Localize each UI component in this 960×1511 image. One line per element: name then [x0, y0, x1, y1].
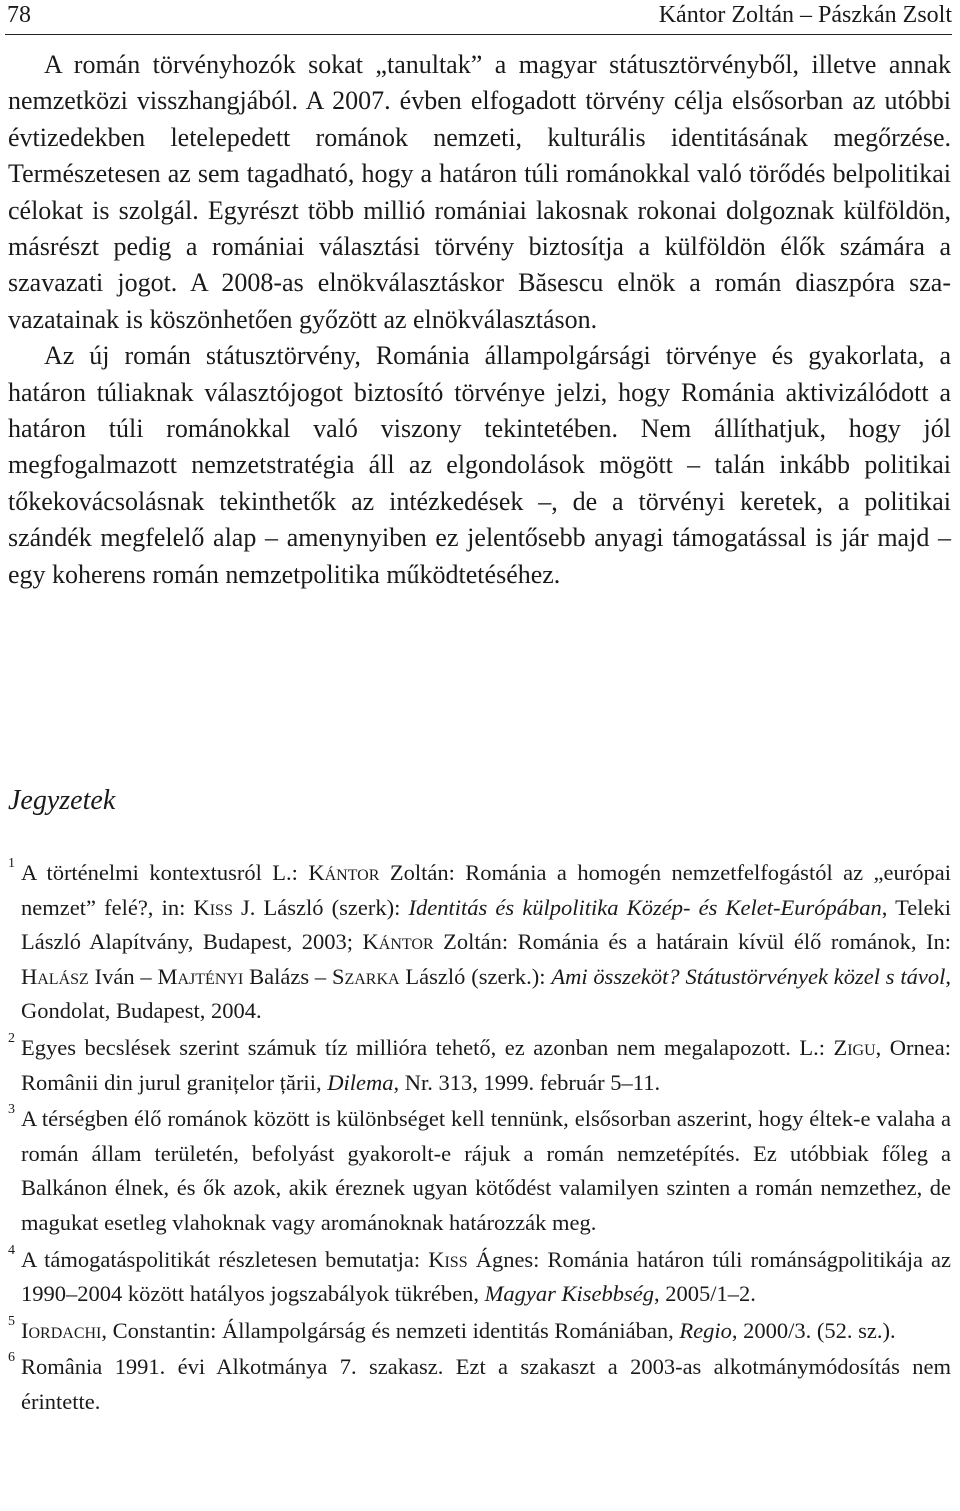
- paragraph-1: A román törvényhozók sokat „tanultak” a magyar státusztörvényből, illetve annak nemzetközi visszhangjából. A 2007. évben elfogadott törvény célja elsősorban az utóbbi évtizedekben letelepedett románok nemzeti, kulturális identitásának megőrzése. Természetesen az sem tagadható, hogy a határon túli románokkal való törődés belpolitikai célokat is szolgál. Egyrészt több millió romániai lakosnak rokonai dolgoznak külföldön, másrészt pedig a romániai választási törvény biztosítja a külföldön élők számára a szavazati jogot. A 2008-as elnökválasztáskor Băsescu elnök a román diaszpóra szavazatainak is köszönhetően győzött az elnökválasztáson.: [8, 50, 951, 334]
- footnote-number: 4: [8, 1242, 15, 1258]
- footnote-3: 3 A térségben élő románok között is különbséget kell tennünk, elsősorban aszerint, hogy éltek-e valaha a román állam területén, befolyást gyakorolt-e rájuk a román nemzetépítés. Ez utóbbiak főleg a Balkánon élnek, és ők azok, akik éreznek ugyan kötődést valamilyen szinten a román nemzethez, de magukat esetleg vlahoknak vagy arománoknak határozzák meg.: [8, 1102, 951, 1235]
- footnote-1: 1 A történelmi kontextusról L.: Kántor Zoltán: Románia a homogén nemzetfelfogástól az „európai nemzet” felé?, in: Kiss J. László (szerk): Identitás és külpolitika Közép- és Kelet-Európában, Teleki László Alapítvány, Budapest, 2003; Kántor Zoltán: Románia és a határain kívül élő románok, In: Halász Iván – Majtényi Balázs – Szarka László (szerk.): Ami összeköt? Státustörvények közel s távol, Gondolat, Budapest, 2004.: [8, 856, 951, 1024]
- notes-list: [8, 856, 951, 1420]
- footnote-6: 6 România 1991. évi Alkotmánya 7. szakasz. Ezt a szakaszt a 2003-as alkotmánymódosítás nem érintette.: [8, 1350, 951, 1414]
- running-header: [5, 0, 952, 35]
- page-number: 78: [7, 2, 31, 28]
- footnote-2: 2 Egyes becslések szerint számuk tíz millióra tehető, ez azonban nem megalapozott. L.: Zigu, Ornea: Românii din jurul granițelor țării, Dilema, Nr. 313, 1999. február 5–11.: [8, 1030, 952, 1095]
- paragraph-2: Az új román státusztörvény, Románia állampolgársági törvénye és gyakorlata, a határon túliaknak választójogot biztosító törvénye jelzi, hogy Románia aktivizálódott a határon túli románokkal való viszony tekintetében. Nem állíthatjuk, hogy jól megfogalmazott nemzetstratégia áll az elgondolások mögött – talán inkább politikai tőkekovácsolásnak tekinthetők az intézkedések –, de a törvényi keretek, a politikai szándék megfelelő alap – amenynyiben ez jelentősebb anyagi támogatással is jár majd – egy koherens román nemzetpolitika működtetéséhez.: [8, 341, 951, 589]
- footnote-number: 1: [8, 856, 15, 871]
- footnote-number: 3: [8, 1102, 15, 1118]
- footnote-number: 6: [8, 1350, 15, 1366]
- footnote-number: 5: [8, 1313, 15, 1329]
- notes-heading: Jegyzetek: [8, 785, 116, 816]
- footnote-4: 4 A támogatáspolitikát részletesen bemutatja: Kiss Ágnes: Románia határon túli románságpolitikája az 1990–2004 között hatályos jogszabályok tükrében, Magyar Kisebbség, 2005/1–2.: [8, 1242, 951, 1307]
- footnote-5: 5 Iordachi, Constantin: Állampolgárság és nemzeti identitás Romániában, Regio, 2000/3. (52. sz.).: [8, 1313, 896, 1343]
- running-head-authors: Kántor Zoltán – Pászkán Zsolt: [658, 2, 952, 28]
- main-text: [8, 47, 951, 593]
- footnote-number: 2: [8, 1030, 15, 1046]
